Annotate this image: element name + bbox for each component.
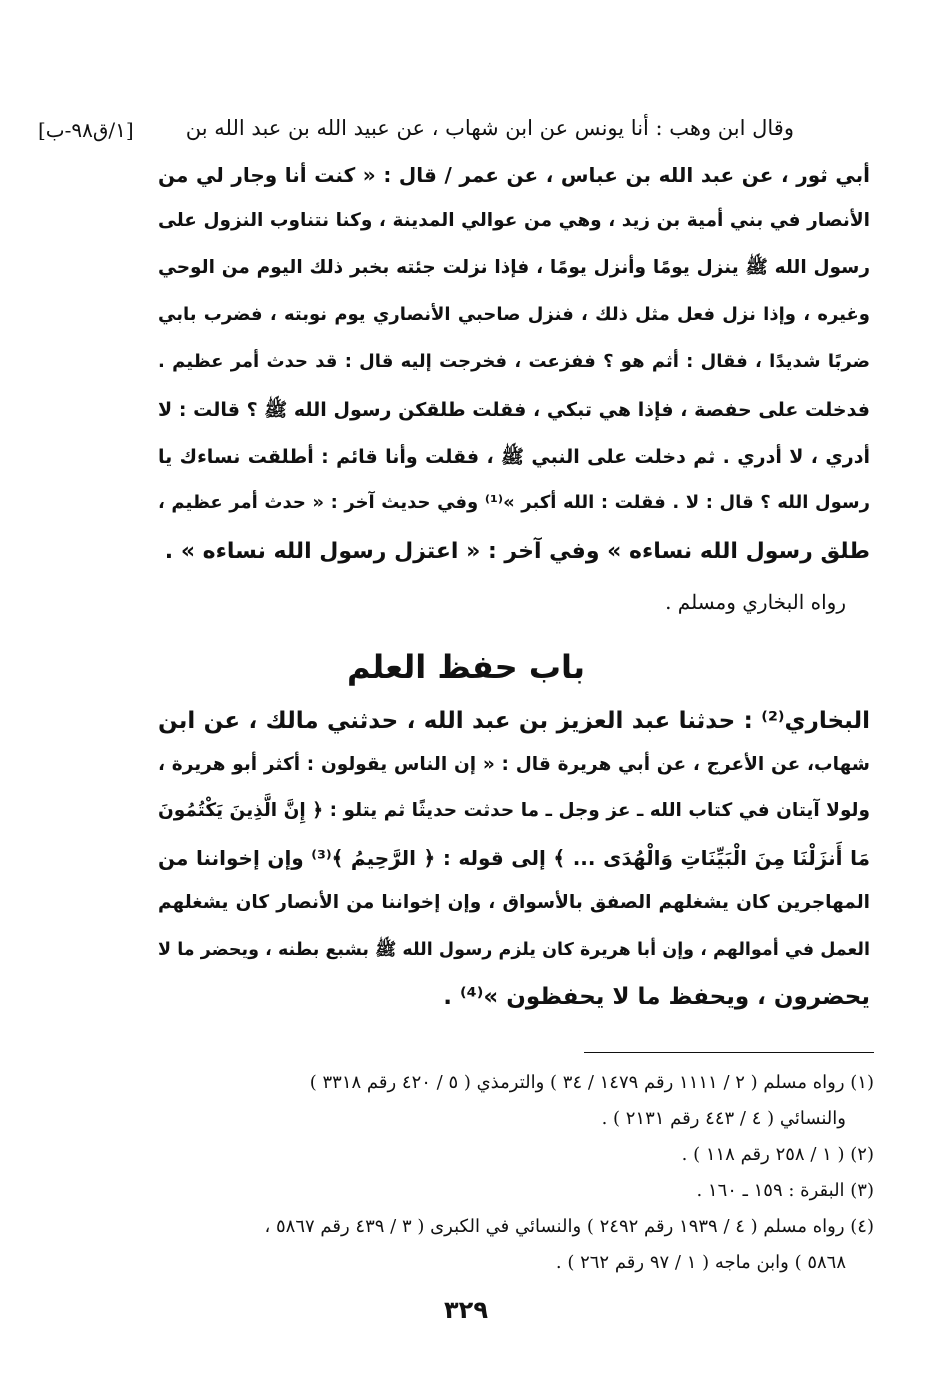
hadith1-line: أدري ، لا أدري . ثم دخلت على النبي ﷺ ، فقلت وأنا قائم : أطلقت نساءك يا	[158, 446, 870, 468]
footnote-line: (٤) رواه مسلم ( ٤ / ١٩٣٩ رقم ٢٤٩٢ ) والنسائي في الكبرى ( ٣ / ٤٣٩ رقم ٥٨٦٧ ،	[264, 1216, 874, 1237]
hadith1-opening-line: وقال ابن وهب : أنا يونس عن ابن شهاب ، عن عبيد الله بن عبد الله بن	[185, 116, 794, 140]
hadith2-line: شهاب، عن الأعرج ، عن أبي هريرة قال : « إن الناس يقولون : أكثر أبو هريرة ،	[158, 754, 870, 775]
chapter-heading: باب حفظ العلم	[346, 648, 586, 686]
hadith1-line: رسول الله ؟ قال : لا . فقلت : الله أكبر »⁽¹⁾ وفي حديث آخر : « حدث أمر عظيم ،	[158, 492, 870, 513]
hadith2-line: المهاجرين كان يشغلهم الصفق بالأسواق ، وإن إخواننا من الأنصار كان يشغلهم	[158, 892, 870, 913]
footnote-line: ٥٨٦٨ ) وابن ماجه ( ١ / ٩٧ رقم ٢٦٢ ) .	[555, 1252, 846, 1273]
hadith2-line: مَا أَنزَلْنَا مِنَ الْبَيِّنَاتِ وَالْهُدَى ... ﴾ إلى قوله : ﴿ الرَّحِيمُ ﴾⁽³⁾ وإن إخواننا من	[158, 846, 870, 870]
hadith1-line: وغيره ، وإذا نزل فعل مثل ذلك ، فنزل صاحبي الأنصاري يوم نوبته ، فضرب بابي	[158, 304, 870, 325]
hadith2-line: العمل في أموالهم ، وإن أبا هريرة كان يلزم رسول الله ﷺ بشبع بطنه ، ويحضر ما لا	[158, 940, 870, 960]
footnote-line: (٢) ( ١ / ٢٥٨ رقم ١١٨ ) .	[681, 1144, 874, 1165]
hadith1-line: الأنصار في بني أمية بن زيد ، وهي من عوالي المدينة ، وكنا نتناوب النزول على	[158, 210, 870, 231]
hadith2-line: البخاري⁽²⁾ : حدثنا عبد العزيز بن عبد الله ، حدثني مالك ، عن ابن	[158, 708, 870, 734]
hadith1-line: فدخلت على حفصة ، فإذا هي تبكي ، فقلت طلقكن رسول الله ﷺ ؟ قالت : لا	[158, 399, 870, 421]
footnote-line: (١) رواه مسلم ( ٢ / ١١١١ رقم ١٤٧٩ / ٣٤ ) والترمذي ( ٥ / ٤٢٠ رقم ٣٣١٨ )	[309, 1072, 874, 1093]
footnote-line: (٣) البقرة : ١٥٩ ـ ١٦٠ .	[696, 1180, 874, 1201]
footnote-separator	[584, 1052, 874, 1053]
page-number: ٣٢٩	[444, 1296, 488, 1324]
hadith1-line: رسول الله ﷺ ينزل يومًا وأنزل يومًا ، فإذا نزلت جئته بخبر ذلك اليوم من الوحي	[158, 257, 870, 278]
footnote-line: والنسائي ( ٤ / ٤٤٣ رقم ٢١٣١ ) .	[601, 1108, 846, 1129]
hadith1-line: طلق رسول الله نساءه » وفي آخر : « اعتزل رسول الله نساءه » .	[164, 539, 870, 564]
narration-source: رواه البخاري ومسلم .	[665, 590, 846, 614]
hadith2-line: يحضرون ، ويحفظ ما لا يحفظون »⁽⁴⁾ .	[443, 984, 870, 1010]
hadith2-line: ولولا آيتان في كتاب الله ـ عز وجل ـ ما حدثت حديثًا ثم يتلو : ﴿ إِنَّ الَّذِينَ يَكْتُمُونَ	[158, 800, 870, 821]
hadith1-line: أبي ثور ، عن عبد الله بن عباس ، عن عمر / قال : « كنت أنا وجار لي من	[158, 163, 870, 187]
manuscript-reference: [١/ق٩٨-ب]	[38, 118, 134, 142]
hadith1-line: ضربًا شديدًا ، فقال : أثم هو ؟ ففزعت ، فخرجت إليه قال : قد حدث أمر عظيم .	[158, 351, 870, 372]
